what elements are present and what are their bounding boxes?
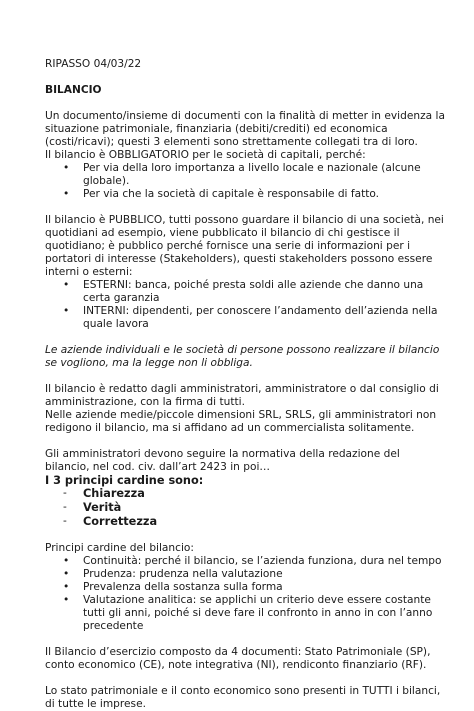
document-page <box>45 58 445 711</box>
bullet-icon: • <box>63 162 70 174</box>
small-companies-paragraph: Nelle aziende medie/piccole dimensioni SRL, SRLS, gli amministratori non redigono il bilancio, ma si affidano ad un commercialista solitamente. <box>45 409 437 434</box>
list-item: - Verità <box>63 501 122 514</box>
list-item: • Valutazione analitica: se applichi un criterio deve essere costante tutti gli anni, poiché si deve fare il confronto in anno in con l’anno precedente <box>63 594 433 632</box>
definition-paragraph: Un documento/insieme di documenti con la finalità di metter in evidenza la situazione patrimoniale, finanziaria (debiti/crediti) ed economica (costi/ricavi); questi 3 elementi sono strettamente collegati tra di loro. <box>45 110 445 148</box>
date-line: RIPASSO 04/03/22 <box>45 58 142 70</box>
list-item: • Continuità: perché il bilancio, se l’azienda funziona, dura nel tempo <box>63 555 442 567</box>
cardinal-principles-list <box>45 555 445 633</box>
obligation-line: Il bilancio è OBBLIGATORIO per le società di capitali, perché: <box>45 149 366 161</box>
document-title: BILANCIO <box>45 84 102 96</box>
bullet-icon: • <box>63 594 70 606</box>
principles-list <box>45 487 445 529</box>
dash-icon: - <box>63 501 67 513</box>
regulation-paragraph: Gli amministratori devono seguire la normativa della redazione del bilancio, nel cod. civ. dall’art 2423 in poi… <box>45 448 400 473</box>
bullet-icon: • <box>63 568 70 580</box>
obligation-reasons-list <box>45 162 445 201</box>
list-item: • INTERNI: dipendenti, per conoscere l’andamento dell’azienda nella quale lavora <box>63 305 438 330</box>
public-paragraph: Il bilancio è PUBBLICO, tutti possono guardare il bilancio di una società, nei quotidiani ad esempio, viene pubblicato il bilancio di chi gestisce il quotidiano; è pubblico perché fornisce una serie di informazioni per i portatori di interesse (Stakeholders), questi stakeholders possono essere interni o esterni: <box>45 214 444 278</box>
italic-note: Le aziende individuali e le società di persone possono realizzare il bilancio se vogliono, ma la legge non li obbliga. <box>45 344 440 369</box>
cardinal-principles-intro: Principi cardine del bilancio: <box>45 542 194 554</box>
list-item: • Prevalenza della sostanza sulla forma <box>63 581 283 593</box>
list-item: • Per via della loro importanza a livello locale e nazionale (alcune globale). <box>63 162 421 187</box>
bullet-icon: • <box>63 581 70 593</box>
bullet-icon: • <box>63 188 70 200</box>
stakeholders-list <box>45 279 445 331</box>
list-item: • ESTERNI: banca, poiché presta soldi alle aziende che danno una certa garanzia <box>63 279 424 304</box>
dash-icon: - <box>63 515 67 527</box>
dash-icon: - <box>63 487 67 499</box>
list-item: - Chiarezza <box>63 487 145 500</box>
closing-paragraph: Lo stato patrimoniale e il conto economico sono presenti in TUTTI i bilanci, di tutte le imprese. <box>45 685 441 710</box>
documents-paragraph: Il Bilancio d’esercizio composto da 4 documenti: Stato Patrimoniale (SP), conto economico (CE), note integrativa (NI), rendiconto finanziario (RF). <box>45 646 431 671</box>
list-item: • Prudenza: prudenza nella valutazione <box>63 568 283 580</box>
list-item: - Correttezza <box>63 515 158 528</box>
principles-heading: I 3 principi cardine sono: <box>45 474 204 487</box>
list-item: • Per via che la società di capitale è responsabile di fatto. <box>63 188 380 200</box>
bullet-icon: • <box>63 555 70 567</box>
drafting-paragraph: Il bilancio è redatto dagli amministratori, amministratore o dal consiglio di amministrazione, con la firma di tutti. <box>45 383 439 408</box>
bullet-icon: • <box>63 279 70 291</box>
bullet-icon: • <box>63 305 70 317</box>
